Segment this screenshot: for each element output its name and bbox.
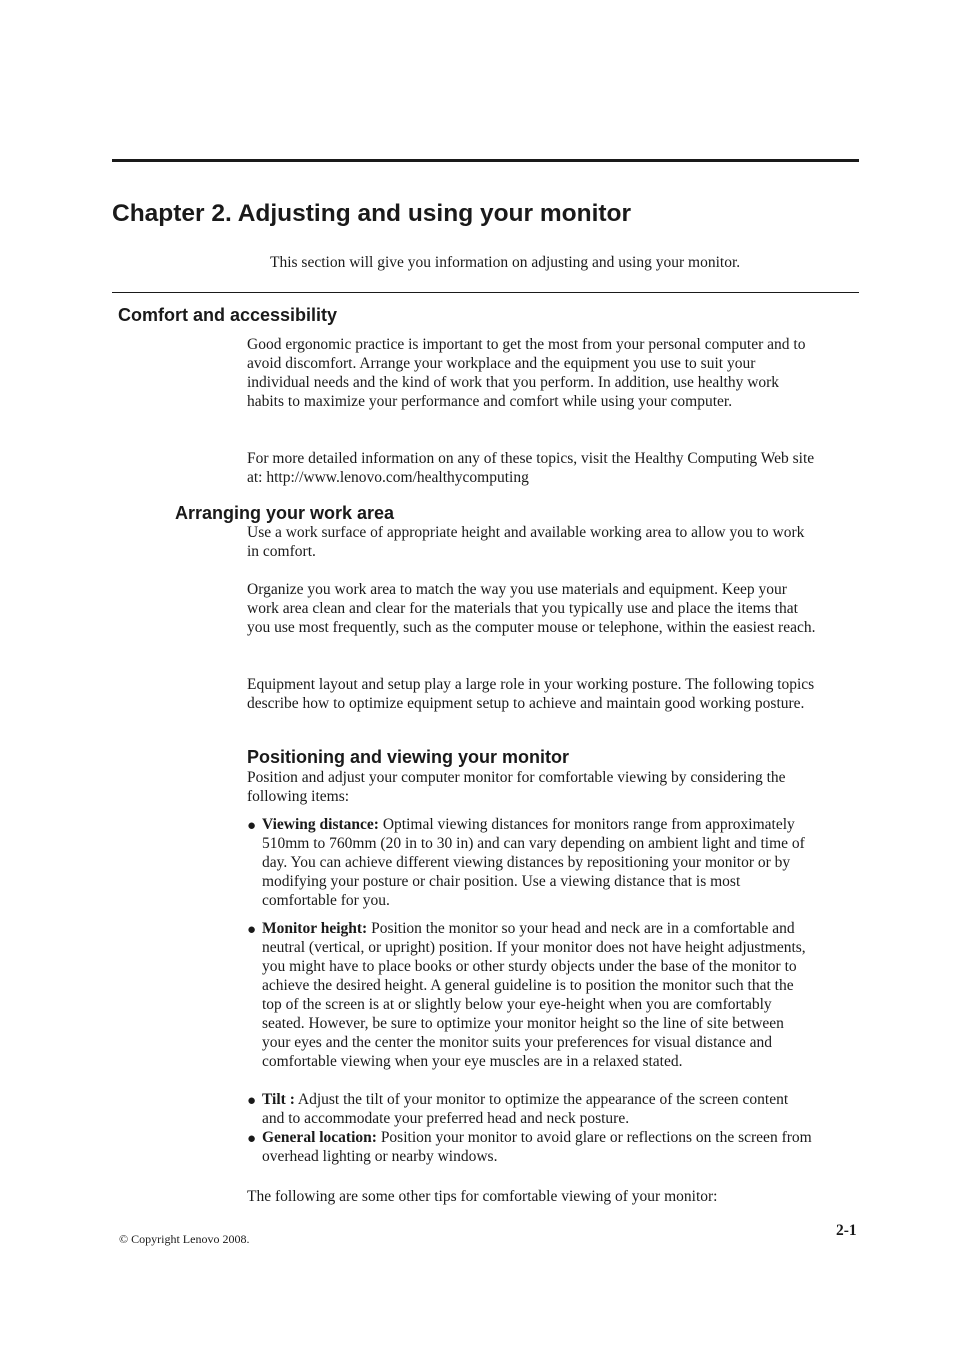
subsection-heading-positioning: Positioning and viewing your monitor <box>247 747 570 767</box>
bullet-marker: ● <box>247 1131 257 1147</box>
section-heading-comfort: Comfort and accessibility <box>118 305 338 325</box>
bullet-marker: ● <box>247 922 257 938</box>
positioning-intro: Position and adjust your computer monitor for comfortable viewing by considering the following items: <box>247 769 786 805</box>
copyright-notice: © Copyright Lenovo 2008. <box>119 1232 250 1246</box>
comfort-paragraph-1: Good ergonomic practice is important to get the most from your personal computer and to avoid discomfort. Arrange your workplace and the equipment you use to suit your individual needs and the kind of work that you perform. In addition, use healthy work habits to maximize your performance and comfort while using your computer. <box>247 336 806 410</box>
work-area-paragraph-3: Equipment layout and setup play a large role in your working posture. The following topics describe how to optimize equipment setup to achieve and maintain good working posture. <box>247 676 815 712</box>
chapter-title: Chapter 2. Adjusting and using your monitor <box>112 200 632 227</box>
bullet-label: Monitor height: <box>262 920 368 937</box>
bullet-text <box>262 815 812 910</box>
bullet-body: Optimal viewing distances for monitors range from approximately 510mm to 760mm (20 in to 30 in) and can vary depending on ambient light and time of day. You can achieve different viewing distances by repositioning your monitor or by modifying your posture or chair position. Use a viewing distance that is most comfortable for you. <box>262 816 805 909</box>
section-divider <box>112 292 859 293</box>
comfort-paragraph-2: For more detailed information on any of these topics, visit the Healthy Computing Web site at: http://www.lenovo.com/healthycomputing <box>247 450 815 486</box>
bullet-body: Adjust the tilt of your monitor to optimize the appearance of the screen content and to accommodate your preferred head and neck posture. <box>262 1091 789 1127</box>
work-area-paragraph-1: Use a work surface of appropriate height and available working area to allow you to work in comfort. <box>247 524 805 560</box>
chapter-top-rule <box>112 159 859 162</box>
bullet-marker: ● <box>247 1093 257 1109</box>
chapter-intro: This section will give you information on adjusting and using your monitor. <box>270 254 741 271</box>
page-number: 2-1 <box>836 1222 857 1239</box>
bullet-body: Position your monitor to avoid glare or reflections on the screen from overhead lighting or nearby windows. <box>262 1129 812 1165</box>
work-area-paragraph-2: Organize you work area to match the way you use materials and equipment. Keep your work area clean and clear for the materials that you typically use and place the items that you use most frequently, such as the computer mouse or telephone, within the easiest reach. <box>247 581 816 636</box>
bullet-label: Viewing distance: <box>262 816 379 833</box>
bullet-marker: ● <box>247 818 257 834</box>
bullet-label: Tilt : <box>262 1091 295 1108</box>
bullet-text <box>262 1128 812 1166</box>
bullet-body: Position the monitor so your head and neck are in a comfortable and neutral (vertical, or upright) position. If your monitor does not have height adjustments, you might have to place books or other sturdy objects under the base of the monitor to achieve the desired height. A general guideline is to position the monitor such that the top of the screen is at or slightly below your eye-height when you are comfortably seated. However, be sure to optimize your monitor height so the line of site between your eyes and the center the monitor suits your preferences for visual distance and comfortable viewing when your eye muscles are in a relaxed stated. <box>262 920 806 1070</box>
positioning-closing: The following are some other tips for comfortable viewing of your monitor: <box>247 1188 718 1205</box>
subsection-heading-work-area: Arranging your work area <box>175 503 395 523</box>
bullet-label: General location: <box>262 1129 377 1146</box>
bullet-text <box>262 1090 812 1128</box>
bullet-text <box>262 919 812 1071</box>
